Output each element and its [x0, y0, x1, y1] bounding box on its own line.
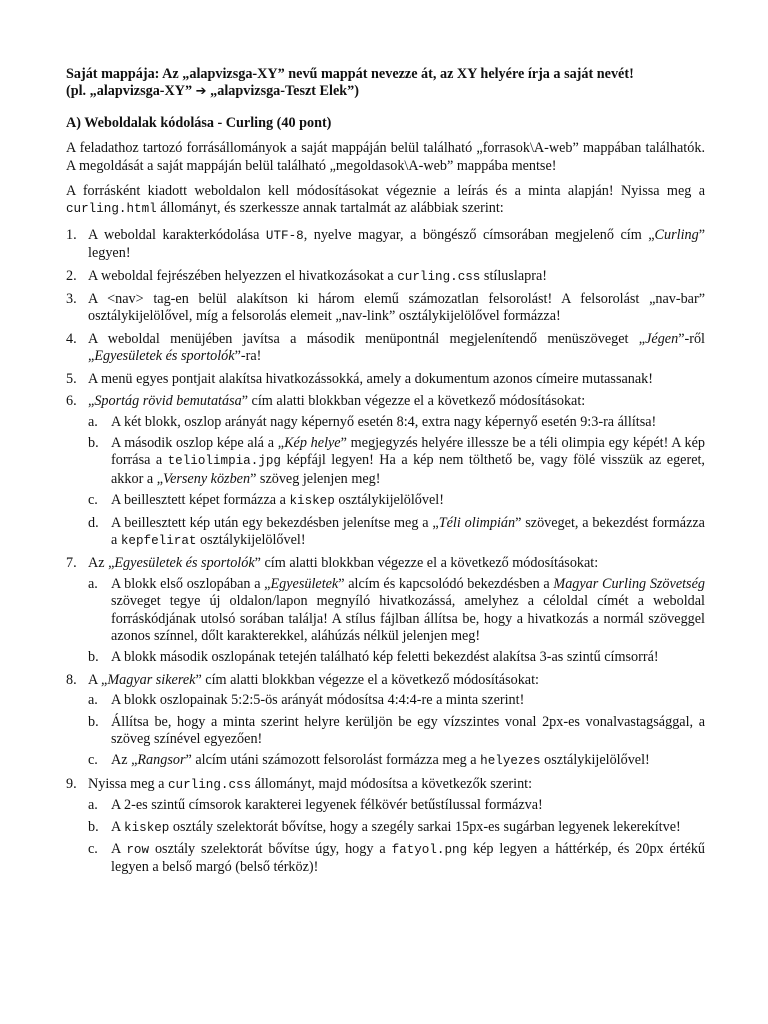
section-title: A) Weboldalak kódolása - Curling (40 pont): [66, 114, 332, 131]
task-item-7: 7. Az „Egyesületek és sportolók” cím alatti blokkban végezze el a következő módosításokat: a. A blokk első oszlopában a „Egyesületek” alcím és kapcsolódó bekezdésben a Magyar Curling Szövetség szöveget tegye új oldalon/lapon megnyíló hivatkozássá, amelyhez a céloldal címét a weboldal forráskódjának utolsó sorában találja! A stílus fájlban állítsa be, hogy a hivatkozás a normál szöveggel azonos színnel, dőlt karakterekkel, aláhúzás nélkül jelenjen meg! b. A blokk második oszlopának tetején található kép feletti bekezdést alakítsa 3-as szintű címsorrá!: [66, 555, 705, 666]
item-letter: c.: [88, 492, 98, 509]
intro-paragraph-task: A forrásként kiadott weboldalon kell módosításokat végeznie a leírás és a minta alapján! Nyissa meg a curling.html állományt, és szerkessze annak tartalmát az alábbiak szerint:: [66, 183, 705, 217]
filename-code: curling.html: [66, 202, 157, 217]
item-letter: d.: [88, 514, 99, 531]
task-item-1: 1. A weboldal karakterkódolása UTF-8, nyelve magyar, a böngésző címsorában megjelenő cím „Curling” legyen!: [66, 226, 706, 262]
italic-text: Téli olimpián: [438, 514, 516, 531]
item-number: 3.: [66, 291, 77, 308]
subtask-item-8b: b. Állítsa be, hogy a minta szerint helyre kerüljön be egy vízszintes vonal 2px-es vonalvastagsággal, a szöveg színével egyezően!: [88, 713, 705, 747]
item-letter: a.: [88, 413, 98, 430]
item-letter: b.: [88, 713, 99, 730]
italic-text: Egyesületek és sportolók: [114, 555, 255, 572]
example-result-text: „alapvizsga-Teszt Elek”): [206, 83, 359, 100]
item-number: 6.: [66, 393, 77, 410]
italic-text: Rangsor: [137, 752, 186, 769]
arrow-right-icon: ➔: [195, 84, 207, 100]
italic-text: Kép helye: [284, 434, 341, 451]
task-item-9: 9. Nyissa meg a curling.css állományt, majd módosítsa a következők szerint: a. A 2-es szintű címsorok karakterei legyenek félkövér betűstílussal formázva! b. A kiskep osztály szelektorát bővítse, hogy a szegély sarkai 15px-es sugárban legyenek lekerekítve! c. A row osztály szelektorát bővítse úgy, hogy a fatyol.png kép legyen a háttérkép, és 20px értékű legyen a belső margó (belső térköz)!: [66, 775, 706, 876]
subtask-item-6a: a. A két blokk, oszlop arányát nagy képernyő esetén 8:4, extra nagy képernyő esetén 9:3-ra állítsa!: [88, 413, 657, 430]
italic-text: Magyar Curling Szövetség: [553, 575, 705, 592]
folder-instruction-line2: [66, 83, 705, 100]
item-number: 8.: [66, 671, 77, 688]
subtask-item-7b: b. A blokk második oszlopának tetején található kép feletti bekezdést alakítsa 3-as szintű címsorrá!: [88, 649, 659, 666]
task-item-4: 4. A weboldal menüjében javítsa a második menüpontnál megjelenítendő menüszöveget „Jégen”-ről „Egyesületek és sportolók”-ra!: [66, 330, 705, 365]
subtask-item-9c: c. A row osztály szelektorát bővítse úgy, hogy a fatyol.png kép legyen a háttérkép, és 20px értékű legyen a belső margó (belső térköz)!: [88, 841, 706, 876]
inline-code: helyezes: [480, 754, 541, 769]
subtask-list: [88, 414, 705, 551]
item-letter: a.: [88, 797, 98, 814]
subtask-item-8a: a. A blokk oszlopainak 5:2:5-ös arányát módosítsa 4:4:4-re a minta szerint!: [88, 692, 525, 709]
item-number: 4.: [66, 330, 77, 347]
italic-text: Magyar sikerek: [107, 671, 196, 688]
subtask-item-7a: a. A blokk első oszlopában a „Egyesületek” alcím és kapcsolódó bekezdésben a Magyar Curling Szövetség szöveget tegye új oldalon/lapon megnyíló hivatkozássá, amelyhez a céloldal címét a weboldal forráskódjának utolsó sorában találja! A stílus fájlban állítsa be, hogy a hivatkozás a normál szöveggel azonos színnel, dőlt karakterekkel, aláhúzás nélkül jelenjen meg!: [88, 575, 705, 644]
inline-code: fatyol.png: [391, 843, 468, 858]
item-letter: b.: [88, 434, 99, 451]
subtask-item-8c: c. Az „Rangsor” alcím utáni számozott felsorolást formázza meg a helyezes osztálykijelölővel!: [88, 752, 650, 769]
italic-text: Verseny közben: [163, 470, 251, 487]
italic-text: Jégen: [645, 330, 679, 347]
item-letter: b.: [88, 649, 99, 666]
task-list: [66, 227, 705, 877]
italic-text: Egyesületek és sportolók: [94, 348, 235, 365]
folder-instruction-line1: Saját mappája: Az „alapvizsga-XY” nevű mappát nevezze át, az XY helyére írja a saját nevét!: [66, 66, 634, 82]
subtask-item-6d: d. A beillesztett kép után egy bekezdésben jelenítse meg a „Téli olimpián” szöveget, a bekezdést formázza a kepfelirat osztálykijelölővel!: [88, 514, 705, 548]
item-letter: a.: [88, 692, 98, 709]
subtask-item-9b: b. A kiskep osztály szelektorát bővítse, hogy a szegély sarkai 15px-es sugárban legyenek lekerekítve!: [88, 818, 681, 835]
item-number: 7.: [66, 555, 77, 572]
folder-instruction: [66, 66, 705, 101]
task-item-3: 3. A <nav> tag-en belül alakítson ki három elemű számozatlan felsorolást! A felsorolást „nav-bar” osztálykijelölővel, míg a felsorolás elemeit „nav-link” osztálykijelölővel formázza!: [66, 291, 705, 325]
italic-text: Sportág rövid bemutatása: [94, 393, 242, 410]
item-number: 9.: [66, 775, 77, 792]
task-item-2: 2. A weboldal fejrészében helyezzen el hivatkozásokat a curling.css stíluslapra!: [66, 267, 547, 284]
italic-text: Curling: [654, 226, 699, 243]
item-letter: b.: [88, 818, 99, 835]
subtask-list: [88, 797, 705, 877]
task-item-6: 6. „Sportág rövid bemutatása” cím alatti blokkban végezze el a következő módosításokat: a. A két blokk, oszlop arányát nagy képernyő esetén 8:4, extra nagy képernyő esetén 9:3-ra állítsa! b. A második oszlop képe alá a „Kép helye” megjegyzés helyére illessze be a téli olimpia egy képét! A kép forrása a teliolimpia.jpg képfájl legyen! Ha a kép nem tölthető be, vagy fölé visszük az egeret, akkor a „Verseny közben” szöveg jelenjen meg! c. A beillesztett képet formázza a kiskep osztálykijelölővel! d. A beillesztett kép után egy bekezdésben jelenítse meg a „Téli olimpián” szöveget, a bekezdést formázza a kepfelirat osztálykijelölővel!: [66, 393, 705, 550]
item-letter: a.: [88, 575, 98, 592]
item-letter: c.: [88, 752, 98, 769]
italic-text: Egyesületek: [270, 575, 339, 592]
intro-paragraph-sources: A feladathoz tartozó forrásállományok a saját mappáján belül található „forrasok\A-web” mappában találhatók. A megoldását a saját mappáján belül található „megoldasok\A-web” mappába mentse!: [66, 140, 705, 174]
subtask-item-9a: a. A 2-es szintű címsorok karakterei legyenek félkövér betűstílussal formázva!: [88, 797, 543, 814]
inline-code: kiskep: [289, 494, 335, 509]
inline-code: curling.css: [397, 269, 481, 284]
inline-code: teliolimpia.jpg: [167, 454, 281, 469]
item-letter: c.: [88, 841, 98, 858]
inline-code: UTF-8: [265, 228, 304, 243]
inline-code: row: [126, 843, 150, 858]
subtask-list: [88, 576, 705, 667]
inline-code: curling.css: [168, 777, 252, 792]
item-number: 5.: [66, 370, 77, 387]
task-item-5: 5. A menü egyes pontjait alakítsa hivatkozássokká, amely a dokumentum azonos címeire mutassanak!: [66, 370, 653, 387]
item-number: 2.: [66, 267, 77, 284]
subtask-item-6b: b. A második oszlop képe alá a „Kép helye” megjegyzés helyére illessze be a téli olimpia egy képét! A kép forrása a teliolimpia.jpg képfájl legyen! Ha a kép nem tölthető be, vagy fölé visszük az egeret, akkor a „Verseny közben” szöveg jelenjen meg!: [88, 434, 705, 487]
inline-code: kepfelirat: [120, 533, 197, 548]
example-text: (pl. „alapvizsga-XY”: [66, 83, 196, 100]
task-item-8: 8. A „Magyar sikerek” cím alatti blokkban végezze el a következő módosításokat: a. A blokk oszlopainak 5:2:5-ös arányát módosítsa 4:4:4-re a minta szerint! b. Állítsa be, hogy a minta szerint helyre kerüljön be egy vízszintes vonal 2px-es vonalvastagsággal, a szöveg színével egyezően! c. Az „Rangsor” alcím utáni számozott felsorolást formázza meg a helyezes osztálykijelölővel!: [66, 672, 705, 771]
inline-code: kiskep: [124, 820, 170, 835]
subtask-item-6c: c. A beillesztett képet formázza a kiskep osztálykijelölővel!: [88, 492, 444, 509]
subtask-list: [88, 692, 705, 771]
item-number: 1.: [66, 226, 77, 243]
